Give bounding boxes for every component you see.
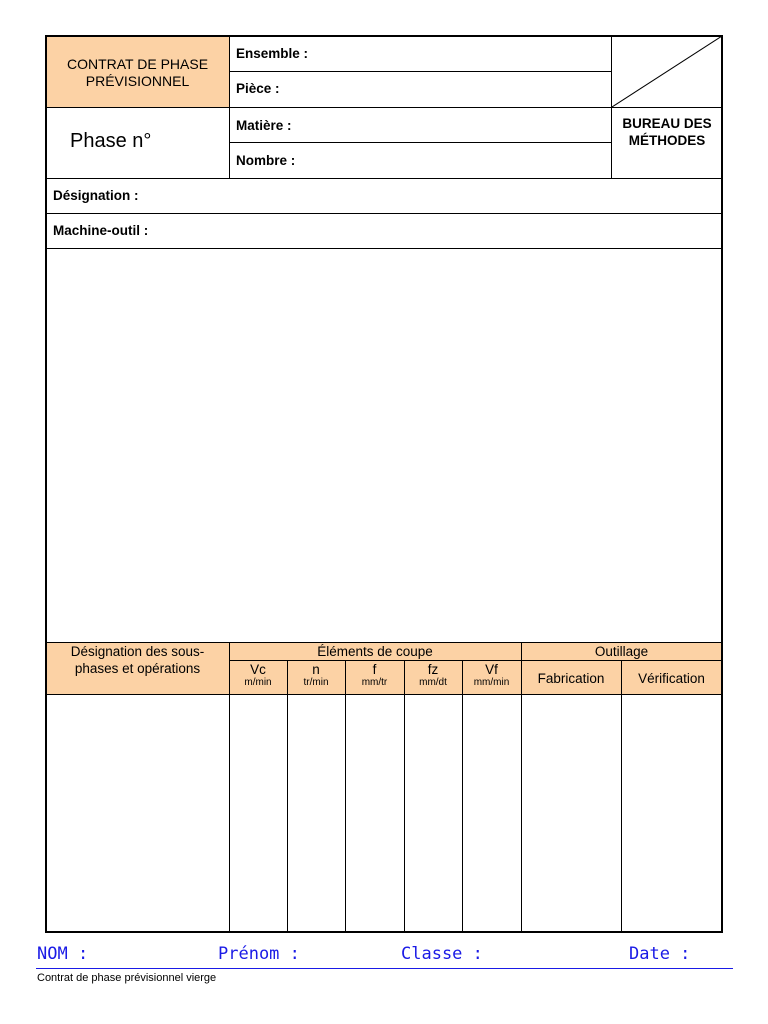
col-label-f: f — [372, 662, 377, 677]
form-title: CONTRAT DE PHASE PRÉVISIONNEL — [66, 56, 209, 89]
col-line-vf — [521, 643, 522, 932]
matiere-label: Matière : — [236, 118, 292, 133]
col-label-vf: Vf — [485, 662, 498, 677]
col-unit-f: mm/tr — [361, 677, 388, 688]
nombre-label: Nombre : — [236, 153, 296, 168]
verification-header: Vérification — [638, 671, 705, 686]
col-header-n — [287, 662, 345, 688]
footer-caption: Contrat de phase prévisionnel vierge — [37, 972, 217, 984]
col-line-f — [404, 661, 405, 932]
phase-label: Phase n° — [70, 130, 152, 152]
diagonal-slash — [612, 36, 722, 107]
col-unit-n: tr/min — [303, 677, 329, 688]
outillage-header: Outillage — [594, 644, 649, 659]
col-label-fz: fz — [427, 662, 439, 677]
header-line-2 — [46, 107, 722, 108]
row-line-designation — [46, 213, 722, 214]
col-header-f — [345, 662, 404, 688]
header-line-1 — [229, 71, 611, 72]
col-unit-vf: mm/min — [473, 677, 510, 688]
col-header-fz — [404, 662, 462, 688]
col-unit-fz: mm/dt — [419, 677, 447, 688]
col-label-n: n — [312, 662, 320, 677]
elements-de-coupe-header: Éléments de coupe — [317, 644, 433, 659]
col-line-fz — [462, 661, 463, 932]
col-line-fabrication — [621, 661, 622, 932]
col-line-vc — [287, 661, 288, 932]
footer-rule — [36, 968, 733, 969]
col-header-vf — [462, 662, 521, 688]
table-designation-header: Désignation des sous-phases et opérations — [70, 644, 205, 676]
ensemble-label: Ensemble : — [236, 46, 309, 61]
row-line-machine — [46, 248, 722, 249]
col-header-vc — [229, 662, 287, 688]
prenom-label: Prénom : — [218, 944, 300, 964]
date-label: Date : — [629, 944, 691, 964]
nom-label: NOM : — [37, 944, 89, 964]
piece-label: Pièce : — [236, 81, 280, 96]
header-line-4 — [46, 178, 722, 179]
col-unit-vc: m/min — [244, 677, 272, 688]
designation-label: Désignation : — [53, 188, 139, 203]
classe-label: Classe : — [401, 944, 483, 964]
table-subheader-line — [229, 660, 722, 661]
col-line-n — [345, 661, 346, 932]
bureau-label: BUREAU DES MÉTHODES — [622, 116, 712, 148]
table-top-line — [46, 642, 722, 643]
fabrication-header: Fabrication — [537, 671, 605, 686]
col-label-vc: Vc — [250, 662, 266, 677]
machine-outil-label: Machine-outil : — [53, 223, 149, 238]
header-line-3 — [229, 142, 611, 143]
